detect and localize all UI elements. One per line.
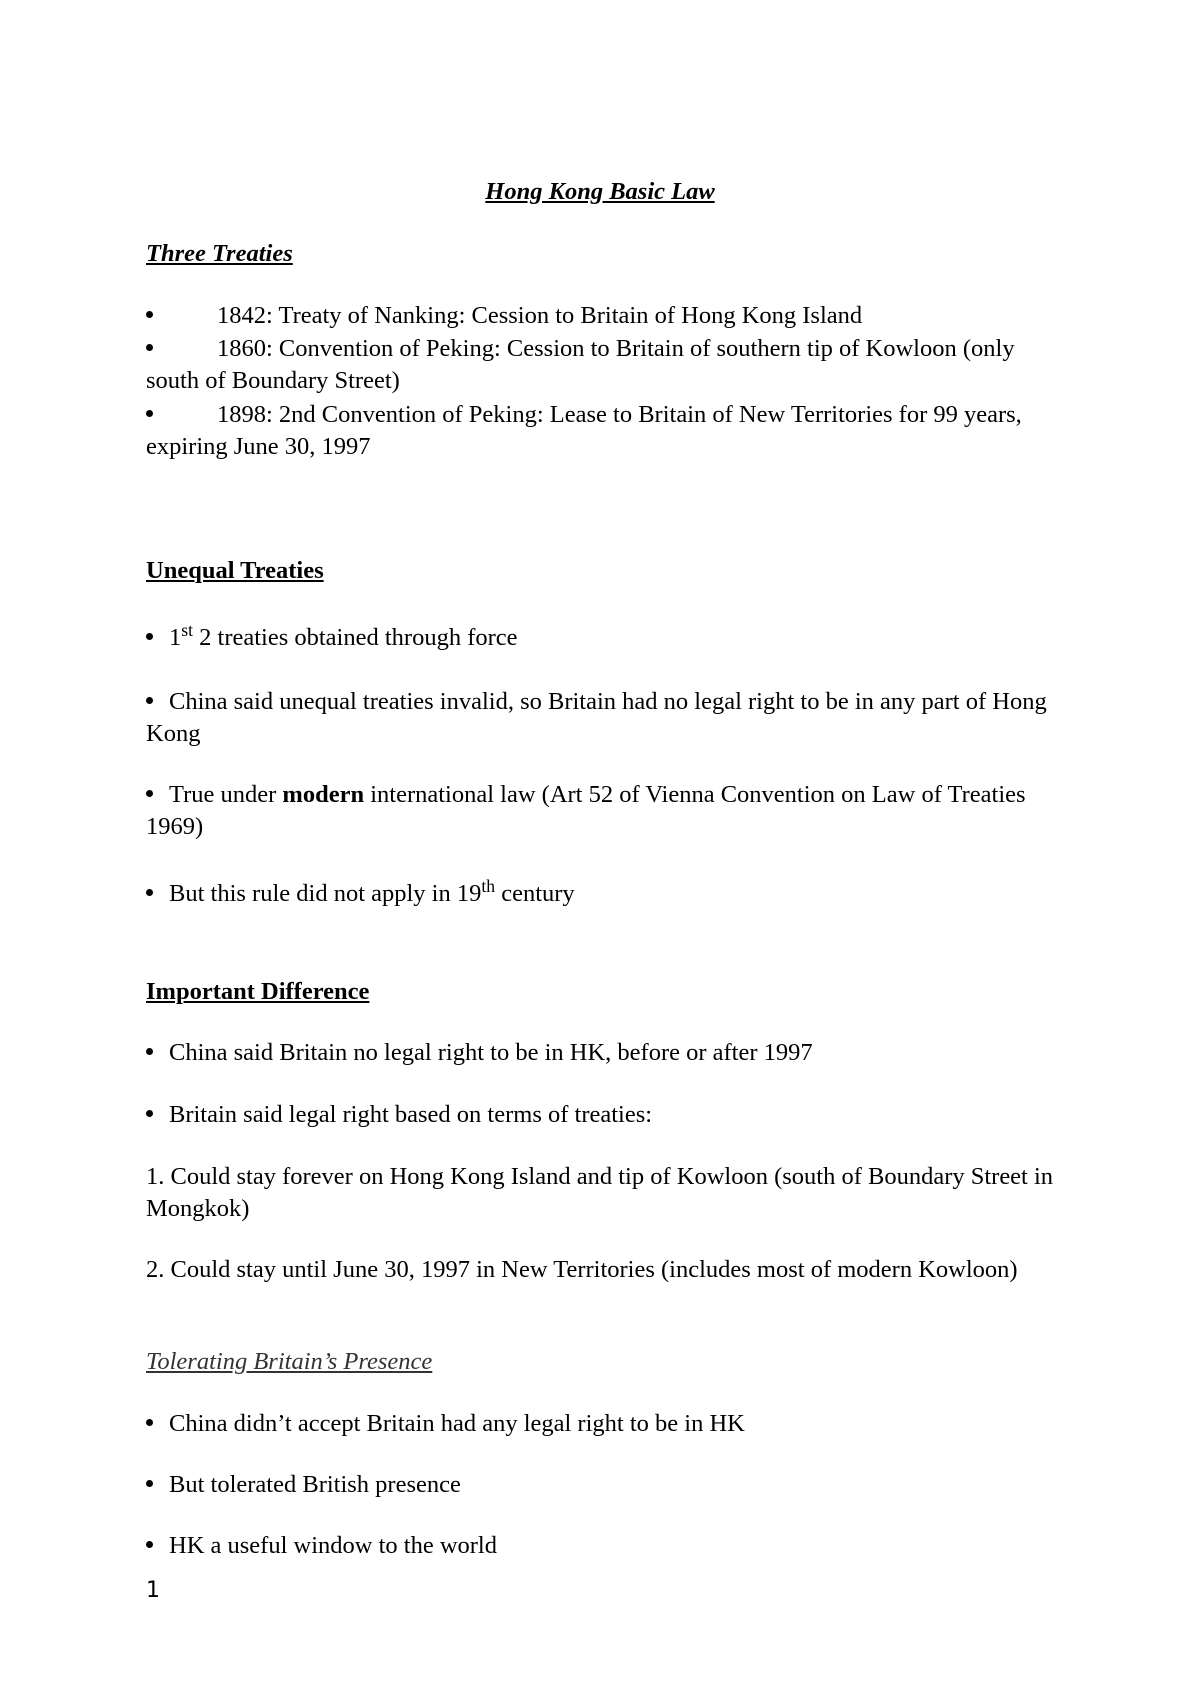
list-item: China said Britain no legal right to be in HK, before or after 1997 — [146, 1037, 1066, 1069]
section-heading-tolerating-presence: Tolerating Britain’s Presence — [146, 1348, 433, 1375]
section-heading-unequal-treaties: Unequal Treaties — [146, 557, 324, 584]
list-item: But this rule did not apply in 19th century — [146, 878, 1066, 910]
bullet-icon — [146, 697, 153, 704]
page-number: 1 — [146, 1578, 160, 1603]
bullet-icon — [146, 410, 153, 417]
list-item: Britain said legal right based on terms of treaties: — [146, 1099, 1066, 1131]
bullet-icon — [146, 1110, 153, 1117]
bullet-icon — [146, 1048, 153, 1055]
bullet-icon — [146, 1419, 153, 1426]
bullet-icon — [146, 344, 153, 351]
list-item: 1898: 2nd Convention of Peking: Lease to Britain of New Territories for 99 years, expiring June 30, 1997 — [146, 401, 1022, 460]
list-item: 1842: Treaty of Nanking: Cession to Britain of Hong Kong Island — [146, 300, 1066, 332]
bullet-icon — [146, 1541, 153, 1548]
list-item: China said unequal treaties invalid, so Britain had no legal right to be in any part of Hong Kong — [146, 688, 1047, 747]
document-title: Hong Kong Basic Law — [485, 178, 715, 205]
list-item: But tolerated British presence — [146, 1469, 1066, 1501]
numbered-item: 2. Could stay until June 30, 1997 in New Territories (includes most of modern Kowloon) — [146, 1256, 1018, 1283]
list-item: 1st 2 treaties obtained through force — [146, 622, 1066, 654]
bullet-icon — [146, 633, 153, 640]
list-item: HK a useful window to the world — [146, 1530, 1066, 1562]
numbered-item: 1. Could stay forever on Hong Kong Island and tip of Kowloon (south of Boundary Street in Mongkok) — [146, 1163, 1054, 1222]
list-item: China didn’t accept Britain had any legal right to be in HK — [146, 1408, 1066, 1440]
list-item: True under modern international law (Art 52 of Vienna Convention on Law of Treaties 1969) — [146, 781, 1026, 840]
bullet-icon — [146, 311, 153, 318]
bullet-icon — [146, 889, 153, 896]
list-item: 1860: Convention of Peking: Cession to Britain of southern tip of Kowloon (only south of Boundary Street) — [146, 335, 1015, 394]
bullet-icon — [146, 1480, 153, 1487]
section-heading-three-treaties: Three Treaties — [146, 240, 293, 267]
bullet-icon — [146, 790, 153, 797]
section-heading-important-difference: Important Difference — [146, 978, 370, 1005]
